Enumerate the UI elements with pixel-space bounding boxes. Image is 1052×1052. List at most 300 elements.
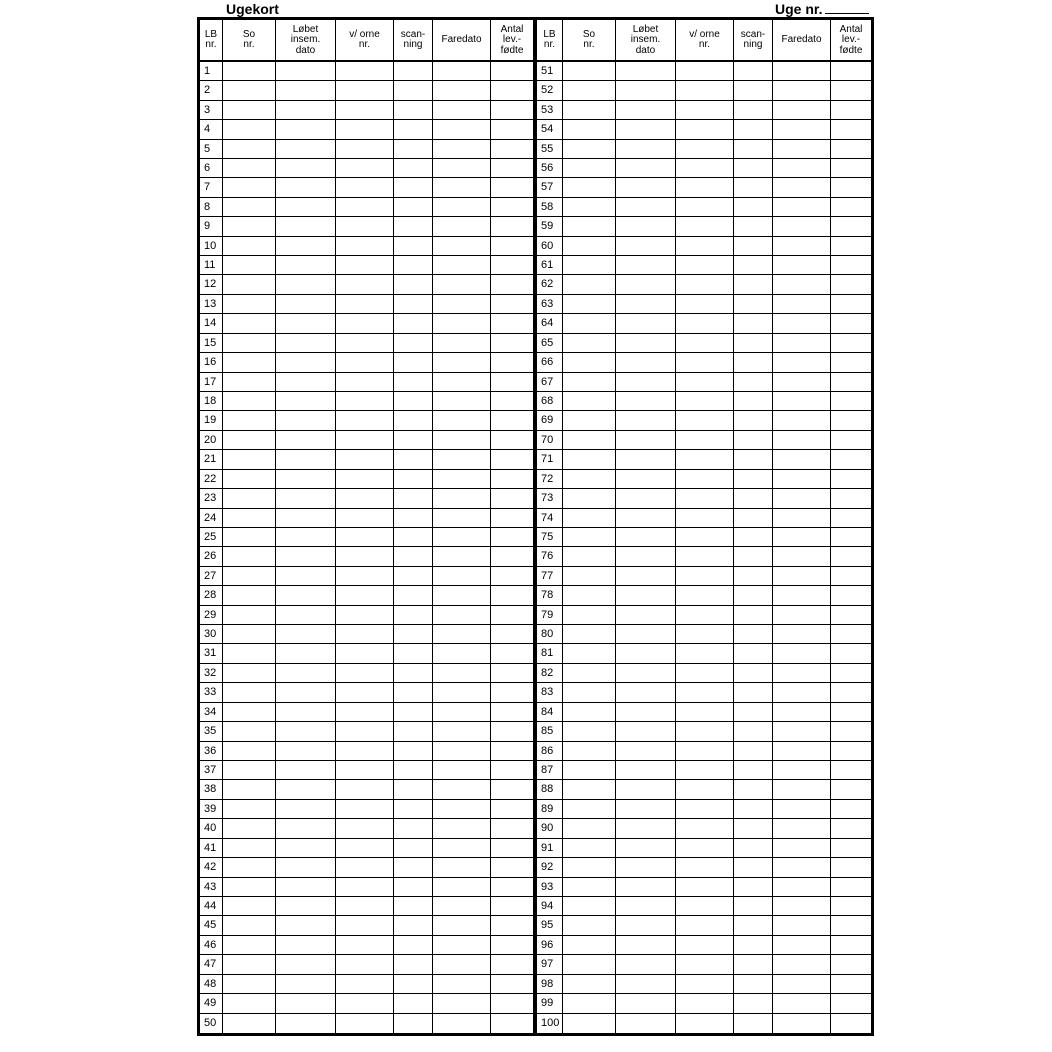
entry-cell[interactable] [491,198,533,216]
entry-cell[interactable] [394,994,433,1012]
entry-cell[interactable] [734,994,773,1012]
entry-cell[interactable] [276,780,336,798]
entry-cell[interactable] [276,489,336,507]
entry-cell[interactable] [734,509,773,527]
entry-cell[interactable] [276,878,336,896]
entry-cell[interactable] [276,101,336,119]
entry-cell[interactable] [831,780,871,798]
entry-cell[interactable] [433,703,491,721]
entry-cell[interactable] [433,664,491,682]
entry-cell[interactable] [223,975,276,993]
entry-cell[interactable] [394,392,433,410]
entry-cell[interactable] [433,392,491,410]
entry-cell[interactable] [491,703,533,721]
entry-cell[interactable] [433,742,491,760]
entry-cell[interactable] [276,606,336,624]
entry-cell[interactable] [223,431,276,449]
entry-cell[interactable] [336,897,394,915]
entry-cell[interactable] [336,839,394,857]
entry-cell[interactable] [394,140,433,158]
entry-cell[interactable] [563,742,616,760]
entry-cell[interactable] [223,275,276,293]
entry-cell[interactable] [831,373,871,391]
entry-cell[interactable] [491,431,533,449]
entry-cell[interactable] [831,528,871,546]
entry-cell[interactable] [433,819,491,837]
entry-cell[interactable] [563,81,616,99]
entry-cell[interactable] [563,159,616,177]
entry-cell[interactable] [433,101,491,119]
entry-cell[interactable] [616,275,676,293]
entry-cell[interactable] [491,975,533,993]
entry-cell[interactable] [616,606,676,624]
entry-cell[interactable] [734,878,773,896]
entry-cell[interactable] [394,1014,433,1033]
entry-cell[interactable] [734,489,773,507]
entry-cell[interactable] [616,450,676,468]
entry-cell[interactable] [773,567,831,585]
entry-cell[interactable] [491,140,533,158]
entry-cell[interactable] [433,295,491,313]
entry-cell[interactable] [394,373,433,391]
entry-cell[interactable] [616,62,676,80]
entry-cell[interactable] [276,722,336,740]
entry-cell[interactable] [734,159,773,177]
entry-cell[interactable] [491,800,533,818]
entry-cell[interactable] [676,916,734,934]
entry-cell[interactable] [276,314,336,332]
entry-cell[interactable] [734,839,773,857]
entry-cell[interactable] [676,839,734,857]
entry-cell[interactable] [491,839,533,857]
entry-cell[interactable] [773,703,831,721]
entry-cell[interactable] [563,334,616,352]
entry-cell[interactable] [491,742,533,760]
entry-cell[interactable] [336,606,394,624]
entry-cell[interactable] [336,683,394,701]
entry-cell[interactable] [491,237,533,255]
entry-cell[interactable] [394,897,433,915]
entry-cell[interactable] [831,664,871,682]
entry-cell[interactable] [276,470,336,488]
entry-cell[interactable] [394,819,433,837]
entry-cell[interactable] [773,431,831,449]
entry-cell[interactable] [433,839,491,857]
entry-cell[interactable] [773,275,831,293]
entry-cell[interactable] [336,509,394,527]
entry-cell[interactable] [676,178,734,196]
entry-cell[interactable] [276,353,336,371]
entry-cell[interactable] [676,411,734,429]
entry-cell[interactable] [563,858,616,876]
entry-cell[interactable] [394,334,433,352]
entry-cell[interactable] [831,509,871,527]
entry-cell[interactable] [336,450,394,468]
entry-cell[interactable] [223,916,276,934]
entry-cell[interactable] [563,528,616,546]
entry-cell[interactable] [394,295,433,313]
entry-cell[interactable] [734,567,773,585]
entry-cell[interactable] [491,644,533,662]
entry-cell[interactable] [223,761,276,779]
entry-cell[interactable] [676,606,734,624]
entry-cell[interactable] [734,1014,773,1033]
entry-cell[interactable] [773,178,831,196]
entry-cell[interactable] [831,819,871,837]
entry-cell[interactable] [276,1014,336,1033]
entry-cell[interactable] [433,217,491,235]
entry-cell[interactable] [831,644,871,662]
entry-cell[interactable] [773,664,831,682]
entry-cell[interactable] [276,761,336,779]
entry-cell[interactable] [433,975,491,993]
entry-cell[interactable] [223,101,276,119]
entry-cell[interactable] [563,140,616,158]
entry-cell[interactable] [433,761,491,779]
entry-cell[interactable] [831,625,871,643]
entry-cell[interactable] [394,586,433,604]
entry-cell[interactable] [563,392,616,410]
entry-cell[interactable] [491,62,533,80]
entry-cell[interactable] [831,761,871,779]
entry-cell[interactable] [491,353,533,371]
entry-cell[interactable] [676,994,734,1012]
entry-cell[interactable] [676,528,734,546]
entry-cell[interactable] [223,703,276,721]
entry-cell[interactable] [491,664,533,682]
entry-cell[interactable] [773,800,831,818]
entry-cell[interactable] [433,178,491,196]
entry-cell[interactable] [433,897,491,915]
entry-cell[interactable] [394,683,433,701]
entry-cell[interactable] [734,722,773,740]
entry-cell[interactable] [616,373,676,391]
entry-cell[interactable] [831,606,871,624]
entry-cell[interactable] [336,353,394,371]
entry-cell[interactable] [336,955,394,973]
entry-cell[interactable] [276,509,336,527]
entry-cell[interactable] [831,975,871,993]
entry-cell[interactable] [773,936,831,954]
entry-cell[interactable] [336,800,394,818]
entry-cell[interactable] [616,761,676,779]
entry-cell[interactable] [676,373,734,391]
entry-cell[interactable] [676,256,734,274]
entry-cell[interactable] [336,140,394,158]
entry-cell[interactable] [831,722,871,740]
entry-cell[interactable] [773,547,831,565]
entry-cell[interactable] [433,198,491,216]
entry-cell[interactable] [223,509,276,527]
entry-cell[interactable] [831,178,871,196]
entry-cell[interactable] [491,547,533,565]
entry-cell[interactable] [336,314,394,332]
entry-cell[interactable] [773,159,831,177]
entry-cell[interactable] [276,703,336,721]
entry-cell[interactable] [734,140,773,158]
entry-cell[interactable] [223,625,276,643]
entry-cell[interactable] [336,217,394,235]
entry-cell[interactable] [616,858,676,876]
entry-cell[interactable] [491,450,533,468]
entry-cell[interactable] [433,256,491,274]
entry-cell[interactable] [433,606,491,624]
entry-cell[interactable] [394,839,433,857]
entry-cell[interactable] [831,411,871,429]
entry-cell[interactable] [676,237,734,255]
entry-cell[interactable] [616,509,676,527]
entry-cell[interactable] [831,839,871,857]
entry-cell[interactable] [491,528,533,546]
entry-cell[interactable] [831,470,871,488]
entry-cell[interactable] [223,217,276,235]
entry-cell[interactable] [563,217,616,235]
entry-cell[interactable] [491,761,533,779]
entry-cell[interactable] [676,120,734,138]
entry-cell[interactable] [563,431,616,449]
entry-cell[interactable] [491,178,533,196]
entry-cell[interactable] [336,547,394,565]
entry-cell[interactable] [734,916,773,934]
entry-cell[interactable] [491,897,533,915]
entry-cell[interactable] [831,275,871,293]
entry-cell[interactable] [831,1014,871,1033]
entry-cell[interactable] [831,703,871,721]
entry-cell[interactable] [223,897,276,915]
entry-cell[interactable] [491,936,533,954]
entry-cell[interactable] [223,450,276,468]
entry-cell[interactable] [223,819,276,837]
entry-cell[interactable] [433,334,491,352]
entry-cell[interactable] [734,470,773,488]
entry-cell[interactable] [336,761,394,779]
entry-cell[interactable] [276,159,336,177]
entry-cell[interactable] [223,586,276,604]
entry-cell[interactable] [276,334,336,352]
entry-cell[interactable] [676,742,734,760]
entry-cell[interactable] [223,373,276,391]
entry-cell[interactable] [491,994,533,1012]
entry-cell[interactable] [616,936,676,954]
entry-cell[interactable] [336,994,394,1012]
entry-cell[interactable] [676,722,734,740]
entry-cell[interactable] [433,450,491,468]
entry-cell[interactable] [491,295,533,313]
entry-cell[interactable] [563,450,616,468]
entry-cell[interactable] [773,509,831,527]
entry-cell[interactable] [773,819,831,837]
entry-cell[interactable] [676,586,734,604]
entry-cell[interactable] [616,664,676,682]
entry-cell[interactable] [831,994,871,1012]
entry-cell[interactable] [223,858,276,876]
entry-cell[interactable] [773,101,831,119]
entry-cell[interactable] [223,314,276,332]
entry-cell[interactable] [394,178,433,196]
entry-cell[interactable] [433,509,491,527]
entry-cell[interactable] [276,683,336,701]
entry-cell[interactable] [616,878,676,896]
entry-cell[interactable] [433,800,491,818]
entry-cell[interactable] [394,450,433,468]
entry-cell[interactable] [336,528,394,546]
entry-cell[interactable] [676,334,734,352]
entry-cell[interactable] [831,858,871,876]
entry-cell[interactable] [433,528,491,546]
entry-cell[interactable] [491,858,533,876]
entry-cell[interactable] [734,237,773,255]
entry-cell[interactable] [563,120,616,138]
entry-cell[interactable] [773,237,831,255]
entry-cell[interactable] [336,878,394,896]
entry-cell[interactable] [223,237,276,255]
entry-cell[interactable] [734,431,773,449]
entry-cell[interactable] [734,373,773,391]
entry-cell[interactable] [276,392,336,410]
entry-cell[interactable] [773,392,831,410]
entry-cell[interactable] [336,916,394,934]
entry-cell[interactable] [616,839,676,857]
entry-cell[interactable] [563,664,616,682]
entry-cell[interactable] [773,742,831,760]
entry-cell[interactable] [433,644,491,662]
entry-cell[interactable] [563,703,616,721]
entry-cell[interactable] [563,62,616,80]
entry-cell[interactable] [223,411,276,429]
entry-cell[interactable] [433,625,491,643]
entry-cell[interactable] [336,975,394,993]
entry-cell[interactable] [276,81,336,99]
entry-cell[interactable] [773,586,831,604]
entry-cell[interactable] [734,120,773,138]
entry-cell[interactable] [773,217,831,235]
entry-cell[interactable] [394,975,433,993]
entry-cell[interactable] [831,450,871,468]
entry-cell[interactable] [773,839,831,857]
entry-cell[interactable] [336,275,394,293]
entry-cell[interactable] [563,625,616,643]
entry-cell[interactable] [394,411,433,429]
entry-cell[interactable] [394,916,433,934]
entry-cell[interactable] [773,295,831,313]
entry-cell[interactable] [276,373,336,391]
entry-cell[interactable] [831,198,871,216]
entry-cell[interactable] [734,819,773,837]
entry-cell[interactable] [394,878,433,896]
entry-cell[interactable] [276,567,336,585]
entry-cell[interactable] [433,1014,491,1033]
entry-cell[interactable] [563,198,616,216]
entry-cell[interactable] [394,81,433,99]
entry-cell[interactable] [773,81,831,99]
entry-cell[interactable] [223,644,276,662]
entry-cell[interactable] [563,761,616,779]
entry-cell[interactable] [394,470,433,488]
entry-cell[interactable] [336,198,394,216]
entry-cell[interactable] [773,683,831,701]
entry-cell[interactable] [734,314,773,332]
entry-cell[interactable] [831,742,871,760]
entry-cell[interactable] [616,567,676,585]
entry-cell[interactable] [563,411,616,429]
entry-cell[interactable] [734,683,773,701]
entry-cell[interactable] [773,994,831,1012]
entry-cell[interactable] [276,742,336,760]
entry-cell[interactable] [336,256,394,274]
entry-cell[interactable] [734,625,773,643]
entry-cell[interactable] [491,334,533,352]
entry-cell[interactable] [676,295,734,313]
entry-cell[interactable] [223,62,276,80]
entry-cell[interactable] [394,644,433,662]
entry-cell[interactable] [336,101,394,119]
entry-cell[interactable] [394,800,433,818]
entry-cell[interactable] [676,547,734,565]
entry-cell[interactable] [223,295,276,313]
entry-cell[interactable] [676,101,734,119]
entry-cell[interactable] [676,198,734,216]
entry-cell[interactable] [734,955,773,973]
entry-cell[interactable] [563,1014,616,1033]
entry-cell[interactable] [563,800,616,818]
entry-cell[interactable] [616,314,676,332]
entry-cell[interactable] [616,722,676,740]
entry-cell[interactable] [734,411,773,429]
entry-cell[interactable] [734,353,773,371]
entry-cell[interactable] [563,839,616,857]
entry-cell[interactable] [491,101,533,119]
entry-cell[interactable] [831,878,871,896]
entry-cell[interactable] [336,1014,394,1033]
entry-cell[interactable] [276,916,336,934]
entry-cell[interactable] [394,664,433,682]
entry-cell[interactable] [676,489,734,507]
entry-cell[interactable] [276,198,336,216]
entry-cell[interactable] [773,198,831,216]
entry-cell[interactable] [831,295,871,313]
entry-cell[interactable] [491,567,533,585]
entry-cell[interactable] [394,431,433,449]
entry-cell[interactable] [831,431,871,449]
entry-cell[interactable] [734,644,773,662]
entry-cell[interactable] [276,411,336,429]
entry-cell[interactable] [276,994,336,1012]
entry-cell[interactable] [223,547,276,565]
entry-cell[interactable] [676,858,734,876]
entry-cell[interactable] [491,256,533,274]
entry-cell[interactable] [676,780,734,798]
entry-cell[interactable] [394,528,433,546]
entry-cell[interactable] [616,780,676,798]
entry-cell[interactable] [676,975,734,993]
entry-cell[interactable] [223,178,276,196]
entry-cell[interactable] [773,644,831,662]
entry-cell[interactable] [616,353,676,371]
entry-cell[interactable] [734,198,773,216]
entry-cell[interactable] [276,936,336,954]
entry-cell[interactable] [676,509,734,527]
entry-cell[interactable] [276,120,336,138]
entry-cell[interactable] [676,625,734,643]
entry-cell[interactable] [223,742,276,760]
entry-cell[interactable] [433,955,491,973]
entry-cell[interactable] [773,975,831,993]
entry-cell[interactable] [563,916,616,934]
entry-cell[interactable] [336,178,394,196]
entry-cell[interactable] [223,722,276,740]
entry-cell[interactable] [616,800,676,818]
entry-cell[interactable] [616,217,676,235]
